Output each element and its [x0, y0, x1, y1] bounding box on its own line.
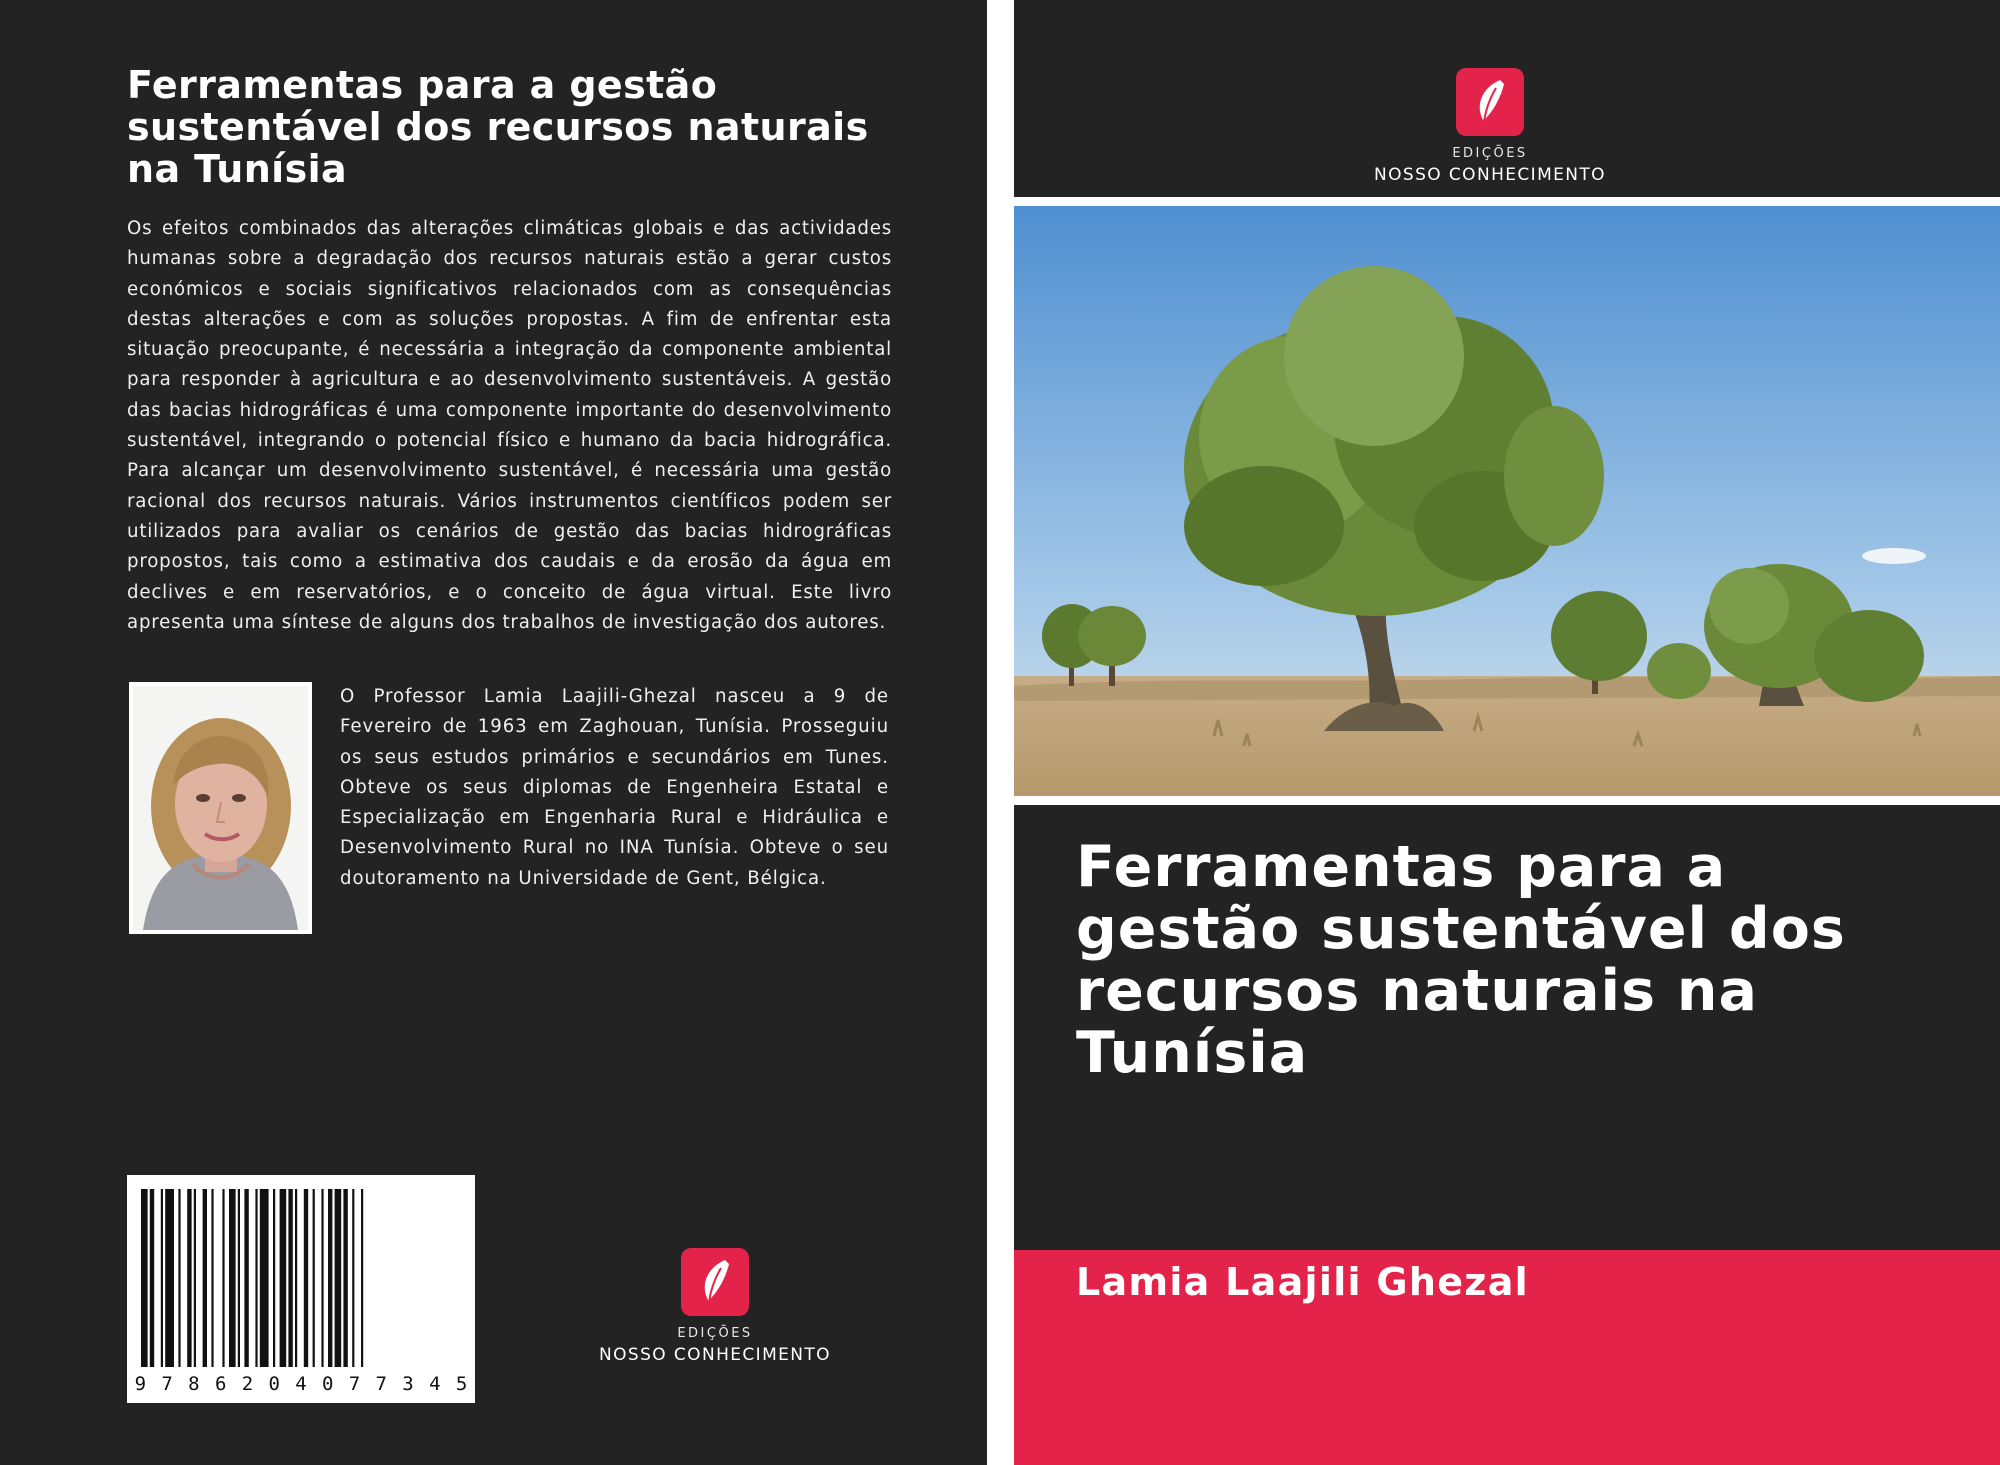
isbn-digit: 6 — [214, 1373, 227, 1395]
barcode-bar — [313, 1189, 315, 1367]
barcode-bar — [161, 1189, 163, 1367]
quill-icon — [1456, 68, 1524, 136]
barcode-bar — [288, 1189, 292, 1367]
barcode-bar — [141, 1189, 148, 1367]
back-cover — [0, 0, 987, 1465]
author-name: Lamia Laajili Ghezal — [1076, 1260, 1529, 1304]
barcode-bar — [273, 1189, 275, 1367]
barcode-bar — [211, 1189, 213, 1367]
isbn-digit: 0 — [268, 1373, 280, 1395]
barcode-bar — [343, 1189, 347, 1367]
isbn-digit: 7 — [161, 1373, 173, 1395]
isbn-digit: 4 — [429, 1373, 441, 1395]
author-bio: O Professor Lamia Laajili-Ghezal nasceu a 9 de Fevereiro de 1963 em Zaghouan, Tunísia. Prosseguiu os seus estudos primários e secundários em Tunes. Obteve os seus diplomas de Engenheira Estatal e Especialização em Engenharia Rural e Hidráulica e Desenvolvimento Rural no INA Tunísia. Obteve o seu doutoramento na Universidade de Gent, Bélgica. — [340, 686, 889, 889]
barcode-bar — [238, 1189, 240, 1367]
barcode-bar — [229, 1189, 236, 1367]
isbn-digit: 3 — [402, 1373, 414, 1395]
isbn-digit: 7 — [348, 1373, 361, 1395]
barcode-bar — [352, 1189, 354, 1367]
back-cover-title: Ferramentas para a gestão sustentável dos recursos naturais na Tunísia — [127, 63, 869, 191]
barcode-bar — [260, 1189, 269, 1367]
divider — [1014, 197, 2000, 206]
isbn-digit: 2 — [241, 1373, 254, 1395]
barcode-bar — [361, 1189, 363, 1367]
publisher-edicoes: EDIÇÕES — [677, 1326, 753, 1341]
publisher-name: NOSSO CONHECIMENTO — [1374, 165, 1606, 185]
divider — [1014, 796, 2000, 805]
barcode-bar — [304, 1189, 308, 1367]
publisher-logo-back — [590, 1248, 840, 1365]
isbn-digit: 9 — [134, 1373, 147, 1395]
publisher-edicoes: EDIÇÕES — [1452, 146, 1528, 161]
book-blurb: Os efeitos combinados das alterações climáticas globais e das actividades humanas sobre a degradação dos recursos naturais estão a gerar custos económicos e sociais significativos relacionados com as consequências destas alterações e com as soluções propostas. A fim de enfrentar esta situação preocupante, é necessária a integração da componente ambiental para responder à agricultura e ao desenvolvimento sustentáveis. A gestão das bacias hidrográficas é uma componente importante do desenvolvimento sustentável, integrando o potencial físico e humano da bacia hidrográfica. Para alcançar um desenvolvimento sustentável, é necessária uma gestão racional dos recursos naturais. Vários instrumentos científicos podem ser utilizados para avaliar os cenários de gestão das bacias hidrográficas propostos, tais como a estimativa dos caudais e da erosão da água em declives e em reservatórios, e o conceito de água virtual. Este livro apresenta uma síntese de alguns dos trabalhos de investigação dos autores. — [127, 218, 892, 633]
isbn-barcode — [127, 1175, 475, 1403]
isbn-digit: 4 — [295, 1373, 307, 1395]
barcode-bar — [178, 1189, 180, 1367]
barcode-bar — [321, 1189, 323, 1367]
barcode-bar — [165, 1189, 174, 1367]
cover-photo-olive-trees — [1014, 206, 2000, 796]
barcode-bar — [222, 1189, 224, 1367]
isbn-digit: 8 — [188, 1373, 200, 1395]
barcode-bar — [244, 1189, 248, 1367]
barcode-bar — [194, 1189, 196, 1367]
barcode-bar — [150, 1189, 154, 1367]
isbn-digit: 0 — [322, 1373, 334, 1395]
barcode-bar — [335, 1189, 342, 1367]
front-cover-title: Ferramentas para a gestão sustentável dos recursos naturais na Tunísia — [1076, 834, 1846, 1086]
barcode-bar — [255, 1189, 257, 1367]
spine-gap — [987, 0, 1014, 1465]
author-photo — [129, 682, 312, 934]
barcode-bar — [203, 1189, 207, 1367]
publisher-name: NOSSO CONHECIMENTO — [599, 1345, 831, 1365]
barcode-bar — [295, 1189, 297, 1367]
isbn-digit: 5 — [455, 1373, 468, 1395]
quill-icon — [681, 1248, 749, 1316]
author-band — [1014, 1250, 2000, 1465]
publisher-logo-front — [1360, 68, 1620, 185]
isbn-number — [127, 1373, 475, 1395]
isbn-digit: 7 — [375, 1373, 387, 1395]
barcode-bar — [187, 1189, 191, 1367]
barcode-bar — [328, 1189, 332, 1367]
barcode-bar — [280, 1189, 287, 1367]
